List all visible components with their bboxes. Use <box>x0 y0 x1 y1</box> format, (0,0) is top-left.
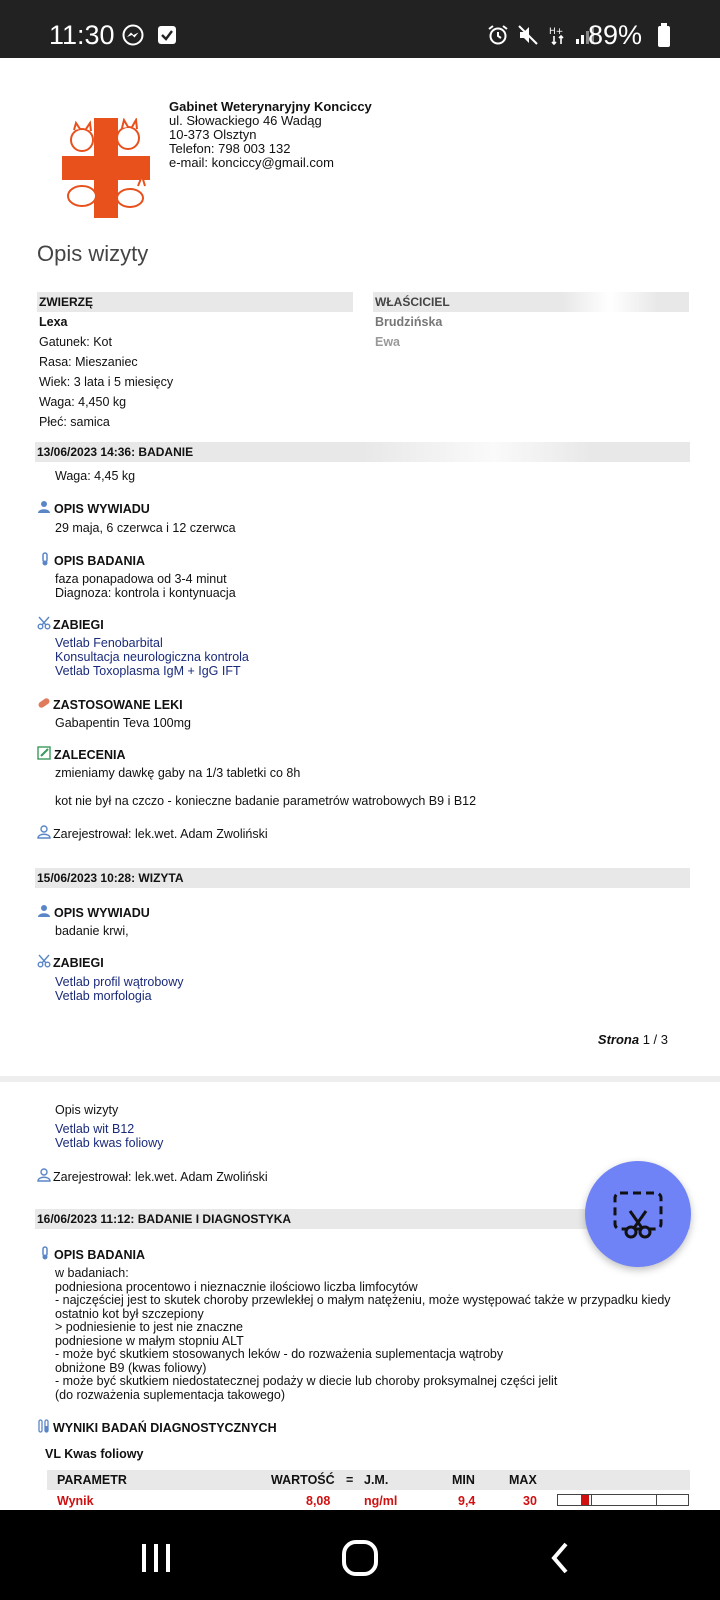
navigation-bar <box>0 1510 720 1600</box>
row-param: Wynik <box>57 1494 94 1508</box>
animal-weight: Waga: 4,450 kg <box>39 395 127 409</box>
procedure-link[interactable]: Vetlab profil wątrobowy <box>55 975 184 989</box>
clinic-info <box>169 100 372 170</box>
battery-percent: 89% <box>587 20 642 50</box>
recommendation-line: zmieniamy dawkę gaby na 1/3 tabletki co 8h <box>55 766 301 780</box>
procedure-link[interactable]: Konsultacja neurologiczna kontrola <box>55 650 249 664</box>
exam-line: - najczęściej jest to skutek choroby przewlekłej o małym natężeniu, może występować także w przypadku kiedy <box>55 1293 671 1307</box>
page2-note: Opis wizyty <box>55 1103 119 1117</box>
col-min: MIN <box>452 1473 475 1487</box>
messenger-icon <box>122 24 144 46</box>
screenshot-crop-button[interactable] <box>585 1161 691 1267</box>
scissors-icon <box>37 954 51 968</box>
exam-line: obniżone B9 (kwas foliowy) <box>55 1360 207 1375</box>
drugs-title: ZASTOSOWANE LEKI <box>53 698 183 712</box>
interview-icon <box>37 500 51 514</box>
results-title: WYNIKI BADAŃ DIAGNOSTYCZNYCH <box>53 1421 277 1435</box>
row-unit: ng/ml <box>364 1494 398 1508</box>
owner-surname: Brudzińska <box>375 315 443 329</box>
clinic-address-street: ul. Słowackiego 46 Wadąg <box>169 113 322 128</box>
clinic-address-city: 10-373 Olsztyn <box>169 127 257 142</box>
animal-header: ZWIERZĘ <box>37 292 353 312</box>
scissors-icon <box>37 616 51 630</box>
row-value: 8,08 <box>306 1494 331 1508</box>
col-param: PARAMETR <box>57 1473 127 1487</box>
procedures-title: ZABIEGI <box>53 618 104 632</box>
exam-line: faza ponapadowa od 3-4 minut <box>55 572 227 586</box>
visit-header: 15/06/2023 10:28: WIZYTA <box>35 868 690 888</box>
procedure-link[interactable]: Vetlab Toxoplasma IgM + IgG IFT <box>55 664 241 678</box>
animal-breed: Rasa: Mieszaniec <box>39 355 138 369</box>
visit-header: 13/06/2023 14:36: BADANIE <box>35 442 690 462</box>
status-time: 11:30 <box>49 20 115 50</box>
procedure-link[interactable]: Vetlab morfologia <box>55 989 152 1003</box>
drug-name: Gabapentin Teva 100mg <box>55 716 191 730</box>
exam-description <box>55 1267 695 1402</box>
col-max: MAX <box>509 1473 537 1487</box>
interview-title: OPIS WYWIADU <box>54 502 150 516</box>
test-tubes-icon <box>37 1419 51 1433</box>
interview-icon <box>37 904 51 918</box>
clinic-email: e-mail: konciccy@gmail.com <box>169 155 334 170</box>
exam-line: - może być skutkiem stosowanych leków - do rozważenia suplementacja wątroby <box>55 1347 504 1361</box>
col-eq: = <box>346 1473 354 1487</box>
crop-scissors-icon <box>585 1161 691 1267</box>
procedure-link[interactable]: Vetlab Fenobarbital <box>55 636 163 650</box>
row-max: 30 <box>523 1494 537 1508</box>
test-name: VL Kwas foliowy <box>45 1447 144 1461</box>
interview-text: badanie krwi, <box>55 924 129 938</box>
interview-title: OPIS WYWIADU <box>54 906 150 920</box>
visit-header: 16/06/2023 11:12: BADANIE I DIAGNOSTYKA <box>35 1209 690 1229</box>
checkbox-notification-icon <box>156 24 178 46</box>
clinic-logo <box>62 118 150 218</box>
recent-apps-icon[interactable] <box>138 1540 174 1576</box>
range-indicator <box>557 1494 689 1506</box>
row-min: 9,4 <box>458 1494 476 1508</box>
mute-icon <box>517 24 539 46</box>
exam-line: (do rozważenia suplementacja takowego) <box>55 1387 285 1402</box>
col-value: WARTOŚĆ <box>271 1473 335 1487</box>
registered-by: Zarejestrował: lek.wet. Adam Zwoliński <box>53 827 268 841</box>
exam-line: podniesiona procentowo i nieznacznie ilościowo liczba limfocytów <box>55 1279 418 1294</box>
procedures-title: ZABIEGI <box>53 956 104 970</box>
thermometer-icon <box>38 1246 52 1260</box>
exam-line: w badaniach: <box>55 1266 129 1280</box>
registered-by: Zarejestrował: lek.wet. Adam Zwoliński <box>53 1170 268 1184</box>
network-hplus-icon <box>548 24 570 46</box>
animal-species: Gatunek: Kot <box>39 335 112 349</box>
page-number <box>598 1032 668 1047</box>
page-title: Opis wizyty <box>37 241 149 266</box>
svg-text:H+: H+ <box>549 27 564 37</box>
exam-line: > podniesienie to jest nie znaczne <box>55 1320 243 1334</box>
back-icon[interactable] <box>548 1540 572 1576</box>
clinic-phone: Telefon: 798 003 132 <box>169 141 291 156</box>
animal-age: Wiek: 3 lata i 5 miesięcy <box>39 375 174 389</box>
recommendations-title: ZALECENIA <box>54 748 126 762</box>
pill-icon <box>37 696 51 710</box>
procedure-link[interactable]: Vetlab kwas foliowy <box>55 1136 164 1150</box>
battery-icon <box>658 26 670 47</box>
exam-title: OPIS BADANIA <box>54 1248 145 1262</box>
page-number-label: Strona <box>597 1032 640 1047</box>
edit-icon <box>37 746 51 760</box>
thermometer-icon <box>38 552 52 566</box>
exam-line: podniesione w małym stopniu ALT <box>55 1333 244 1348</box>
clinic-name: Gabinet Weterynaryjny Konciccy <box>169 99 372 114</box>
recommendation-line: kot nie był na czczo - konieczne badanie parametrów watrobowych B9 i B12 <box>55 794 477 808</box>
exam-line: ostatnio kot był szczepiony <box>55 1306 204 1321</box>
animal-sex: Płeć: samica <box>39 415 110 429</box>
exam-line: - może być skutkiem niedostatecznej podaży w diecie lub choroby proksymalnej części jelit <box>55 1374 558 1388</box>
page-number-value: 1 / 3 <box>642 1032 668 1047</box>
range-marker <box>581 1495 589 1505</box>
visit-weight: Waga: 4,45 kg <box>55 469 136 483</box>
interview-text: 29 maja, 6 czerwca i 12 czerwca <box>55 521 236 535</box>
doctor-icon <box>37 1168 51 1182</box>
table-row <box>47 1491 690 1510</box>
status-bar <box>0 0 720 58</box>
owner-header: WŁAŚCICIEL <box>373 292 689 312</box>
home-icon[interactable] <box>340 1538 380 1578</box>
doctor-icon <box>37 825 51 839</box>
document-viewer[interactable] <box>0 58 720 1510</box>
procedure-link[interactable]: Vetlab wit B12 <box>55 1122 135 1136</box>
diagnosis-line: Diagnoza: kontrola i kontynuacja <box>55 586 236 600</box>
results-table-header <box>47 1470 690 1490</box>
animal-name: Lexa <box>39 315 68 329</box>
exam-title: OPIS BADANIA <box>54 554 145 568</box>
owner-first-name: Ewa <box>375 335 401 349</box>
col-unit: J.M. <box>364 1473 389 1487</box>
page-divider <box>0 1076 720 1082</box>
alarm-icon <box>487 24 509 46</box>
